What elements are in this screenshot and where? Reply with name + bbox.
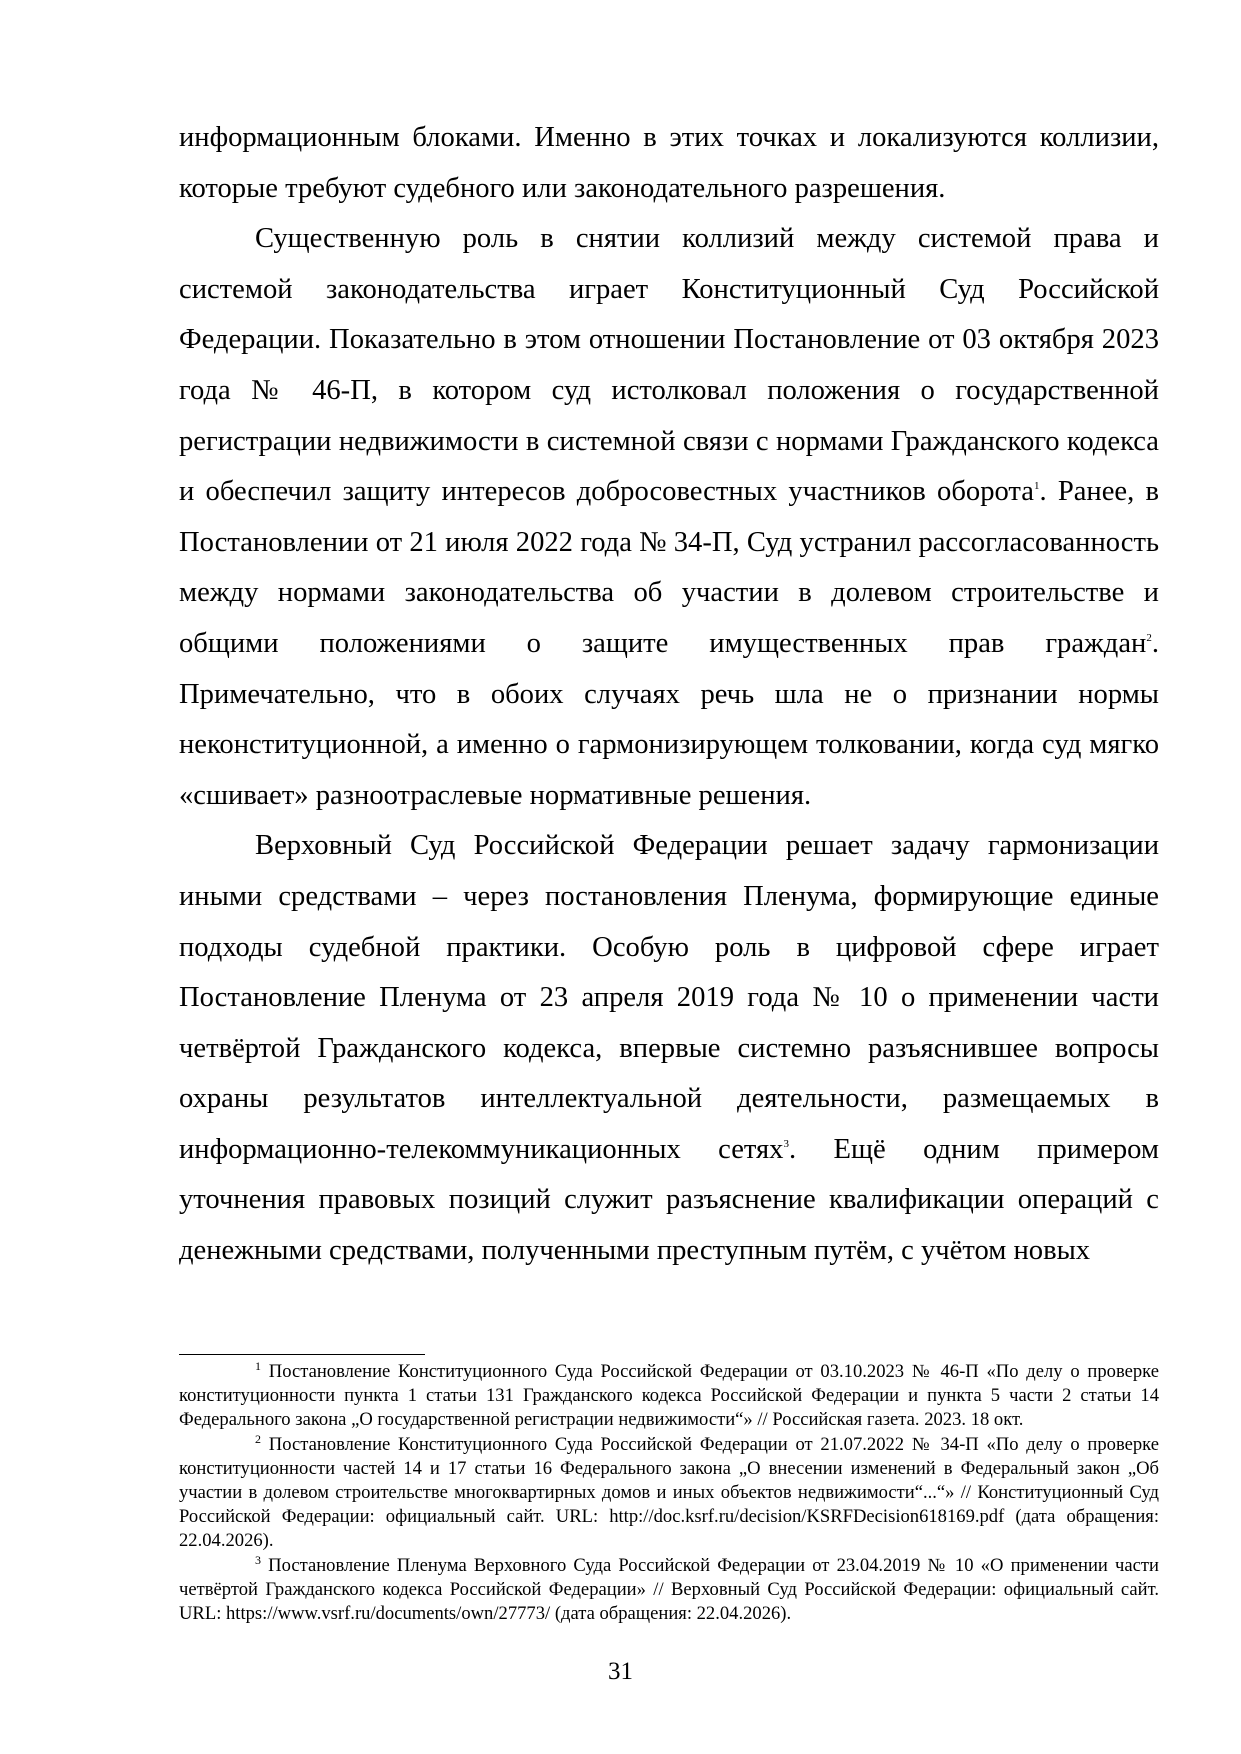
paragraph-text: информационным блоками. Именно в этих точках и локализуются коллизии, которые требуют судебного или законодательного разрешения. xyxy=(179,122,1159,204)
footnote-separator xyxy=(179,1354,425,1355)
footnote-number: 1 xyxy=(255,1359,261,1373)
paragraph-text: Существенную роль в снятии коллизий между системой права и системой законодательства играет Конституционный Суд Российской Федерации. Показательно в этом отношении Постановление от 03 октября 2023 года № 46-П, в котором суд истолковал положения о государственной регистрации недвижимости в системной связи с нормами Гражданского кодекса и обеспечил защиту интересов добросовестных участников оборота xyxy=(179,223,1159,508)
body-text xyxy=(179,113,1159,1277)
footnote-number: 3 xyxy=(255,1552,261,1567)
footnote-text: Постановление Конституционного Суда Российской Федерации от 21.07.2022 № 34-П «По делу о проверке конституционности частей 14 и 17 статьи 16 Федерального закона „О внесении изменений в Федеральный закон „Об участии в долевом строительстве многоквартирных домов и иных объектов недвижимости“...“» // Конституционный Суд Российской Федерации: официальный сайт. URL: http://doc.ksrf.ru/decision/KSRFDecision618169.pdf (дата обращения: 22.04.2026). xyxy=(179,1433,1159,1552)
footnote-reference[interactable]: 2 xyxy=(1146,631,1152,644)
paragraph-text: . Ранее, в Постановлении от 21 июля 2022 года № 34-П, Суд устранил рассогласованность между нормами законодательства об участии в долевом строительстве и общими положениями о защите имущественных прав граждан xyxy=(179,476,1160,659)
paragraph xyxy=(179,113,1159,214)
footnote-reference[interactable]: 3 xyxy=(783,1137,789,1150)
footnotes xyxy=(179,1360,1159,1626)
paragraph-text: Верховный Суд Российской Федерации решает задачу гармонизации иными средствами – через постановления Пленума, формирующие единые подходы судебной практики. Особую роль в цифровой сфере играет Постановление Пленума от 23 апреля 2019 года № 10 о применении части четвёртой Гражданского кодекса, впервые системно разъяснившее вопросы охраны результатов интеллектуальной деятельности, размещаемых в информационно-телекоммуникационных сетях xyxy=(179,830,1159,1165)
paragraph xyxy=(179,821,1159,1276)
paragraph-text: . Примечательно, что в обоих случаях речь шла не о признании нормы неконституционной, а именно о гармонизирующем толковании, когда суд мягко «сшивает» разноотраслевые нормативные решения. xyxy=(179,627,1159,811)
footnote xyxy=(179,1360,1159,1433)
paragraph xyxy=(179,214,1159,821)
paragraph-text: . Ещё одним примером уточнения правовых позиций служит разъяснение квалификации операций с денежными средствами, полученными преступным путём, с учётом новых xyxy=(179,1133,1159,1267)
page-number: 31 xyxy=(608,1658,633,1685)
footnote xyxy=(179,1433,1159,1554)
footnote-reference[interactable]: 1 xyxy=(1033,480,1040,493)
footnote-number: 2 xyxy=(255,1431,261,1446)
footnote xyxy=(179,1554,1159,1627)
footnote-text: Постановление Пленума Верховного Суда Российской Федерации от 23.04.2019 № 10 «О применении части четвёртой Гражданского кодекса Российской Федерации» // Верховный Суд Российской Федерации: официальный сайт. URL: https://www.vsrf.ru/documents/own/27773/ (дата обращения: 22.04.2026). xyxy=(179,1554,1159,1625)
footnote-text: Постановление Конституционного Суда Российской Федерации от 03.10.2023 № 46-П «По делу о проверке конституционности пункта 1 статьи 131 Гражданского кодекса Российской Федерации и пункта 5 части 2 статьи 14 Федерального закона „О государственной регистрации недвижимости“» // Российская газета. 2023. 18 окт. xyxy=(179,1361,1159,1431)
